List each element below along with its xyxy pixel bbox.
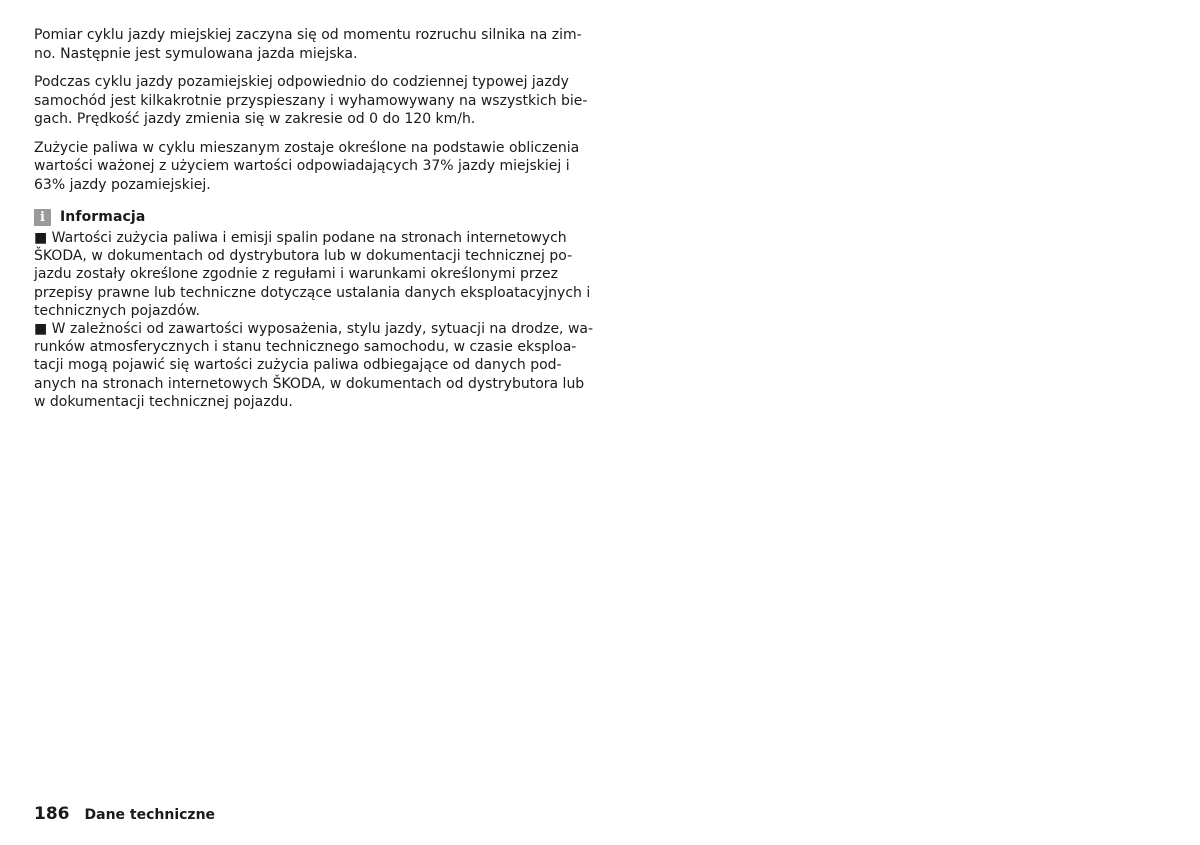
info-line: technicznych pojazdów. — [34, 302, 200, 319]
paragraph-urban-cycle — [34, 26, 582, 63]
info-line: ŠKODA, w dokumentach od dystrybutora lub w dokumentacji technicznej po- — [34, 248, 573, 265]
page-column — [34, 26, 594, 411]
text-line: Pomiar cyklu jazdy miejskiej zaczyna się od momentu rozruchu silnika na zim- — [34, 27, 582, 43]
text-line: Zużycie paliwa w cyklu mieszanym zostaje określone na podstawie obliczenia — [34, 139, 580, 156]
text-line: 63% jazdy pozamiejskiej. — [34, 176, 211, 193]
paragraph-combined-cycle — [34, 139, 579, 195]
page-footer — [34, 804, 215, 824]
info-line: ■ Wartości zużycia paliwa i emisji spalin podane na stronach internetowych — [34, 230, 567, 246]
info-line: runków atmosferycznych i stanu technicznego samochodu, w czasie eksploa- — [34, 339, 577, 356]
text-line: Podczas cyklu jazdy pozamiejskiej odpowiednio do codziennej typowej jazdy — [34, 74, 569, 90]
info-text — [34, 229, 594, 411]
page-number: 186 — [34, 804, 70, 824]
info-note — [34, 208, 594, 411]
info-line: w dokumentacji technicznej pojazdu. — [34, 393, 293, 410]
section-name: Dane techniczne — [84, 807, 216, 823]
info-title: Informacja — [60, 209, 146, 225]
text-line: no. Następnie jest symulowana jazda miejska. — [34, 45, 358, 62]
info-line: przepisy prawne lub techniczne dotyczące ustalania danych eksploatacyjnych i — [34, 284, 591, 301]
text-line: wartości ważonej z użyciem wartości odpowiadających 37% jazdy miejskiej i — [34, 158, 570, 174]
info-line: tacji mogą pojawić się wartości zużycia paliwa odbiegające od danych pod- — [34, 357, 562, 374]
info-heading — [34, 208, 579, 226]
info-line: anych na stronach internetowych ŠKODA, w dokumentach od dystrybutora lub — [34, 375, 585, 392]
text-line: samochód jest kilkakrotnie przyspieszany i wyhamowywany na wszystkich bie- — [34, 92, 588, 109]
info-line: ■ W zależności od zawartości wyposażenia, stylu jazdy, sytuacji na drodze, wa- — [34, 321, 594, 338]
paragraph-extra-urban-cycle — [34, 73, 588, 129]
info-line: jazdu zostały określone zgodnie z regułami i warunkami określonymi przez — [34, 266, 558, 283]
text-line: gach. Prędkość jazdy zmienia się w zakresie od 0 do 120 km/h. — [34, 111, 476, 127]
info-icon: i — [34, 209, 51, 226]
